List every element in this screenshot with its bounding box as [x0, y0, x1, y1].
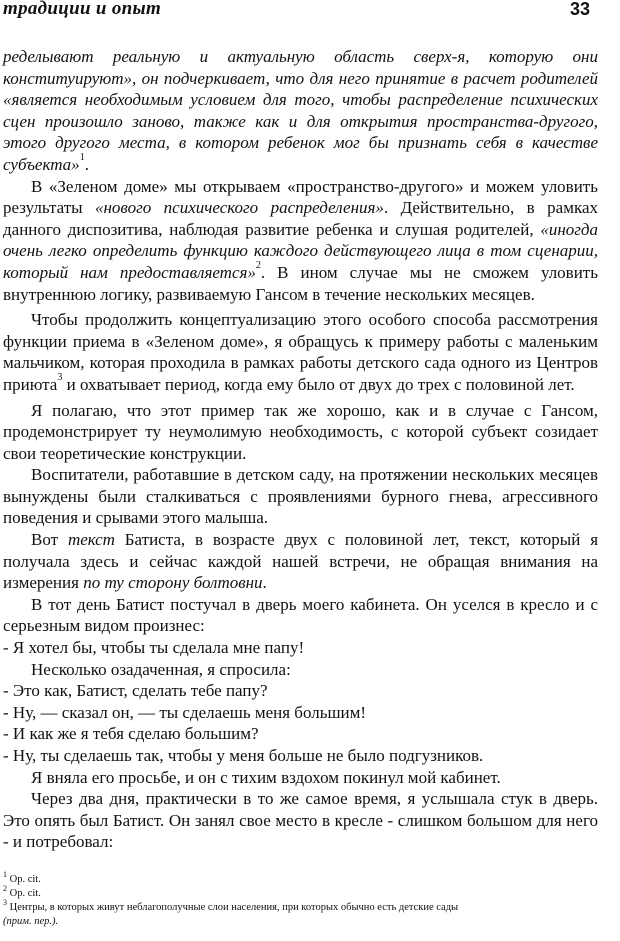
dialogue-line: - Я хотел бы, чтобы ты сделала мне папу! — [3, 638, 305, 658]
text-run: Батиста, в возрасте двух с половиной лет, текст, который я получала здесь и сейчас каждой нашей встречи, не обращая внимания на измерения — [3, 530, 599, 593]
dialogue-line: - Ну, ты сделаешь так, чтобы у меня больше не было подгузников. — [3, 746, 484, 765]
paragraph: В тот день Батист постучал в дверь моего кабинета. Он уселся в кресло и с серьезным видом произнес: — [3, 594, 598, 636]
paragraph — [3, 46, 598, 176]
main-text — [3, 46, 598, 853]
text-run: Чтобы продолжить концептуализацию этого особого способа рассмотрения функции приема в «Зеленом доме», я обращусь к примеру работы с маленьким мальчиком, которая проходила в рамках работы детского сада одного из Центров приюта — [3, 310, 598, 394]
quote-text: «нового психического распределения» — [95, 198, 384, 218]
dialogue-line: - И как же я тебя сделаю большим? — [3, 724, 259, 744]
footnote-number: 3 — [3, 897, 7, 907]
punct: . — [84, 154, 89, 174]
footnote — [3, 883, 613, 901]
footnote-text: Центры, в которых живут неблагополучные слои населения, при которых обычно есть детские сады — [7, 902, 459, 913]
dialogue-line: - Это как, Батист, сделать тебе папу? — [3, 681, 268, 701]
page-number: 33 — [569, 0, 590, 19]
paragraph: Я полагаю, что этот пример так же хорошо, как и в случае с Гансом, продемонстрирует ту неумолимую необходимость, с которой субъект созидает свои теоретические конструкции. — [3, 400, 598, 463]
running-header: традиции и опыт — [3, 0, 162, 19]
text-run: Вот — [31, 530, 68, 550]
footnote-text: Op. cit. — [7, 888, 41, 899]
footnote — [3, 869, 613, 887]
paragraph: Несколько озадаченная, я спросила: — [31, 659, 291, 679]
footnote — [3, 897, 613, 915]
dialogue-line: - Ну, — сказал он, — ты сделаешь меня большим! — [3, 702, 367, 722]
footnote-ref: 3 — [57, 372, 63, 384]
footnote-number: 2 — [3, 883, 7, 893]
paragraph: Воспитатели, работавшие в детском саду, на протяжении нескольких месяцев вынуждены были сталкиваться с проявлениями бурного гнева, агрессивного поведения и срывами этого малыша. — [3, 465, 598, 528]
paragraph: Через два дня, практически в то же самое время, я услышала стук в дверь. Это опять был Батист. Он занял свое место в кресле - слишком большом для него - и потребовал: — [3, 789, 598, 852]
emphasis: текст — [67, 530, 115, 550]
text-run: . В ином случае мы не сможем уловить внутреннюю логику, развиваемую Гансом в течение нескольких месяцев. — [3, 262, 598, 304]
punct: . — [262, 573, 267, 593]
paragraph: Я вняла его просьбе, и он с тихим вздохом покинул мой кабинет. — [31, 767, 501, 787]
footnotes — [3, 869, 613, 929]
paragraph — [3, 529, 598, 594]
text-run: и охватывает период, когда ему было от двух до трех с половиной лет. — [62, 374, 575, 394]
paragraph — [3, 309, 598, 395]
emphasis: по ту сторону болтовни — [83, 573, 263, 593]
footnote-ref: 2 — [255, 260, 261, 272]
footnote-ref: 1 — [79, 152, 85, 164]
quote-text: ределывают реальную и актуальную область сверх-я, которую они конституируют», он подчеркивает, что для него принятие в расчет родителей «является необходимым условием для того, чтобы распределение психических сцен произошло заново, также как и для открытия пространства-другого, этого другого места, в котором ребенок мог бы признать себя в качестве субъекта» — [3, 47, 598, 174]
footnote-number: 1 — [3, 869, 7, 879]
paragraph — [3, 176, 598, 306]
footnote-text: (прим. пер.). — [3, 916, 59, 927]
quote-text: «иногда очень легко определить функцию каждого действующего лица в том сценарии, который нам предоставляется» — [3, 219, 598, 282]
text-run: В «Зеленом доме» мы открываем «пространство-другого» и можем уловить результаты — [3, 176, 598, 218]
footnote-text: Op. cit. — [7, 874, 41, 885]
text-run: . Действительно, в рамках данного диспозитива, наблюдая развитие ребенка и слушая родителей, — [3, 198, 599, 239]
